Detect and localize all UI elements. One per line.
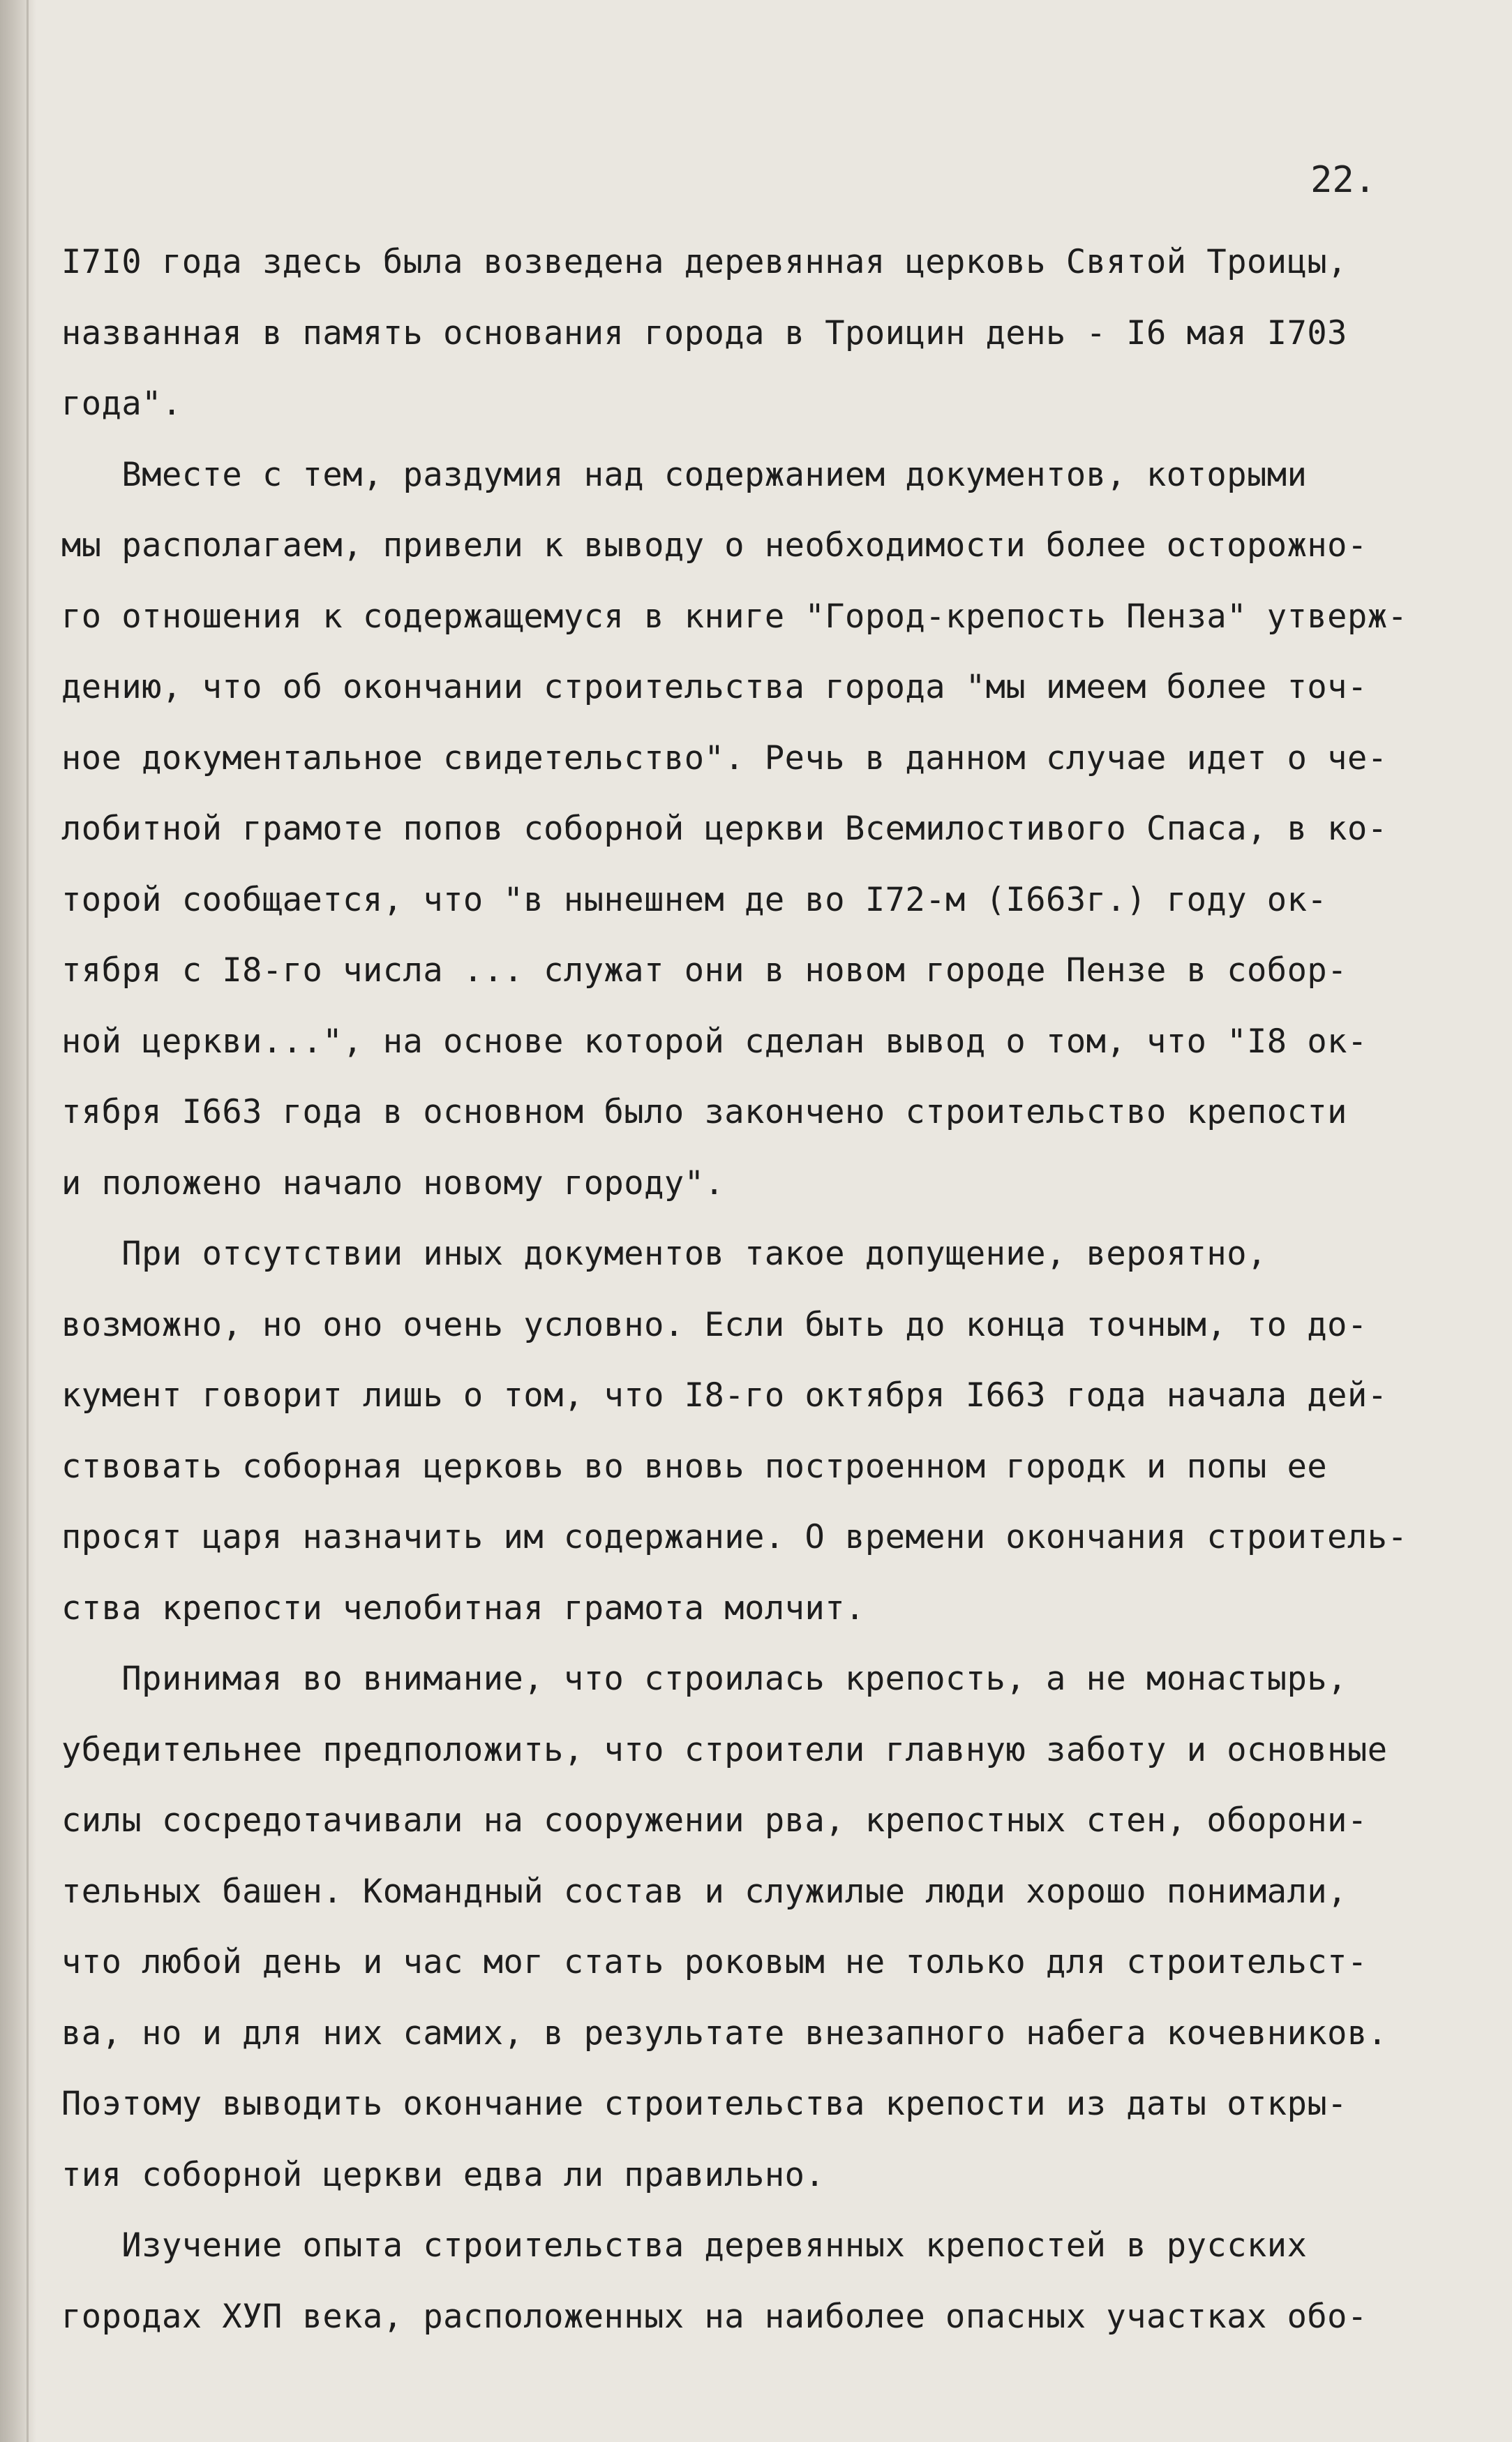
text-line: Изучение опыта строительства деревянных крепостей в русских xyxy=(61,2226,1308,2265)
text-line: Принимая во внимание, что строилась крепость, а не монастырь, xyxy=(61,1660,1347,1698)
text-line: убедительнее предположить, что строители главную заботу и основные xyxy=(61,1730,1388,1769)
text-line: I7I0 года здесь была возведена деревянная церковь Святой Троицы, xyxy=(61,243,1347,281)
text-line: года". xyxy=(61,385,182,423)
binding-edge xyxy=(0,0,36,2442)
text-line: ное документальное свидетельство". Речь в данном случае идет о че- xyxy=(61,738,1388,777)
paragraph-4 xyxy=(61,1644,1499,2210)
text-line: ства крепости челобитная грамота молчит. xyxy=(61,1588,865,1628)
paragraph-3 xyxy=(61,1219,1499,1644)
text-line: просят царя назначить им содержание. О времени окончания строитель- xyxy=(61,1518,1408,1556)
text-line: тельных башен. Командный состав и служилые люди хорошо понимали, xyxy=(61,1872,1347,1911)
paragraph-5 xyxy=(61,2210,1499,2352)
text-line: ва, но и для них самих, в результате внезапного набега кочевников. xyxy=(61,2013,1388,2053)
text-line: дению, что об окончании строительства города "мы имеем более точ- xyxy=(61,668,1368,706)
paragraph-2 xyxy=(61,440,1499,1219)
text-line: силы сосредотачивали на сооружении рва, крепостных стен, оборони- xyxy=(61,1801,1368,1840)
page-number: 22. xyxy=(1310,159,1376,201)
typed-text-body xyxy=(61,227,1499,2352)
text-line: Поэтому выводить окончание строительства крепости из даты откры- xyxy=(61,2085,1347,2123)
text-line: ной церкви...", на основе которой сделан вывод о том, что "I8 ок- xyxy=(61,1022,1368,1061)
text-line: возможно, но оно очень условно. Если быть до конца точным, то до- xyxy=(61,1305,1368,1344)
text-line: названная в память основания города в Троицин день - I6 мая I703 xyxy=(61,313,1347,352)
text-line: При отсутствии иных документов такое допущение, вероятно, xyxy=(61,1235,1267,1273)
text-line: Вместе с тем, раздумия над содержанием документов, которыми xyxy=(61,455,1308,494)
text-line: что любой день и час мог стать роковым не только для строительст- xyxy=(61,1943,1368,1981)
text-line: мы располагаем, привели к выводу о необходимости более осторожно- xyxy=(61,526,1368,565)
text-line: лобитной грамоте попов соборной церкви Всемилостивого Спаса, в ко- xyxy=(61,810,1388,848)
text-line: тября с I8-го числа ... служат они в новом городе Пензе в собор- xyxy=(61,951,1347,990)
text-line: тября I663 года в основном было закончено строительство крепости xyxy=(61,1093,1347,1131)
text-line: городах ХУП века, расположенных на наиболее опасных участках обо- xyxy=(61,2297,1368,2336)
text-line: го отношения к содержащемуся в книге "Город-крепость Пенза" утверж- xyxy=(61,597,1408,636)
binding-edge-line xyxy=(27,0,29,2442)
text-line: и положено начало новому городу". xyxy=(61,1163,725,1203)
text-line: торой сообщается, что "в нынешнем де во I72-м (I663г.) году ок- xyxy=(61,880,1328,919)
text-line: кумент говорит лишь о том, что I8-го октября I663 года начала дей- xyxy=(61,1376,1388,1415)
text-line: тия соборной церкви едва ли правильно. xyxy=(61,2155,825,2194)
text-line: ствовать соборная церковь во вновь построенном городк и попы ее xyxy=(61,1447,1328,1486)
paragraph-1 xyxy=(61,227,1499,440)
